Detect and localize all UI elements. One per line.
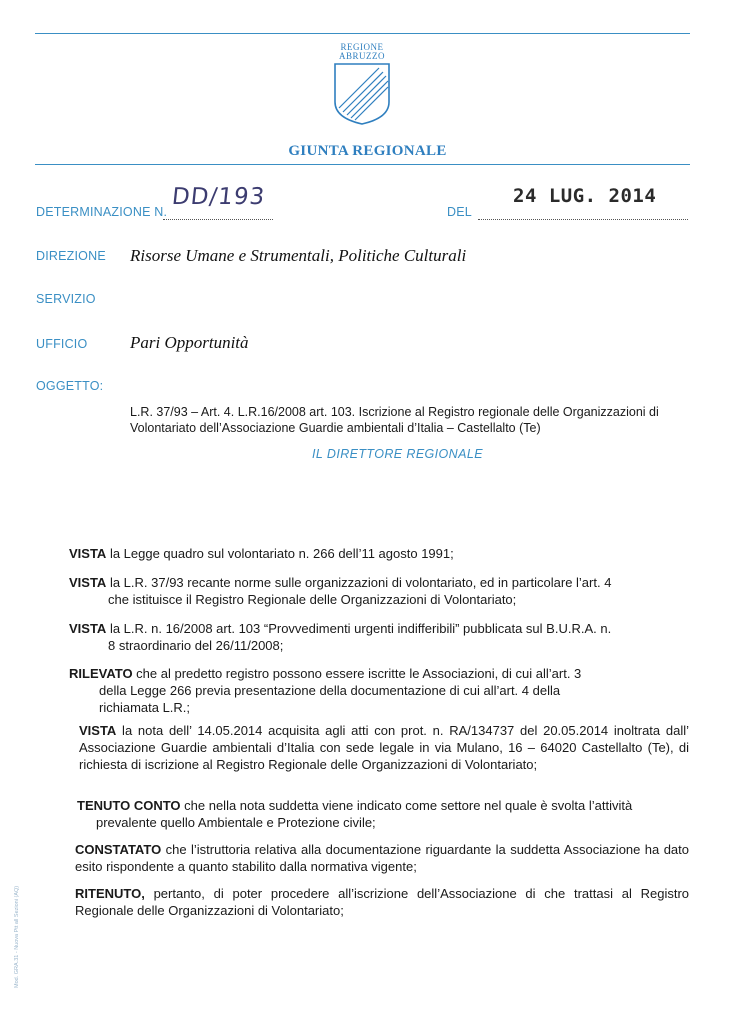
oggetto-label: OGGETTO: xyxy=(36,379,104,393)
paragraph-text: che l’istruttoria relativa alla documentazione riguardante la suddetta Associazione ha dato esito rispondente a quanto stabilito dalla normativa vigente; xyxy=(75,842,689,874)
paragraph-vista-nota xyxy=(79,722,689,773)
paragraph-lead: VISTA xyxy=(69,621,107,636)
top-divider xyxy=(35,33,690,34)
paragraph-text: la nota dell’ 14.05.2014 acquisita agli atti con prot. n. RA/134737 del 20.05.2014 inoltrata dall’ Associazione Guardie ambientali d’Italia con sede legale in via Mulano, 16 – 64020 Castellalto (Te), di richiesta di iscrizione al Registro Regionale delle Organizzazioni di Volontariato; xyxy=(79,723,689,772)
direzione-label: DIREZIONE xyxy=(36,249,106,263)
paragraph-vista-1 xyxy=(69,545,689,562)
determinazione-label: DETERMINAZIONE N. xyxy=(36,205,168,219)
del-date-stamp: 24 LUG. 2014 xyxy=(513,185,657,207)
paragraph-text: la Legge quadro sul volontariato n. 266 dell’11 agosto 1991; xyxy=(106,546,454,561)
logo-text-line1: REGIONE xyxy=(340,42,384,52)
paragraph-lead: CONSTATATO xyxy=(75,842,162,857)
paragraph-rilevato xyxy=(69,665,689,716)
paragraph-text: che nella nota suddetta viene indicato come settore nel quale è svolta l’attività xyxy=(180,798,633,813)
servizio-label: SERVIZIO xyxy=(36,292,96,306)
giunta-regionale-title: GIUNTA REGIONALE xyxy=(288,143,447,159)
paragraph-lead: TENUTO CONTO xyxy=(77,798,181,813)
region-logo xyxy=(327,42,397,128)
paragraph-lead: VISTA xyxy=(69,546,107,561)
paragraph-lead: RILEVATO xyxy=(69,666,133,681)
paragraph-text: pertanto, di poter procedere all’iscrizione dell’Associazione di che trattasi al Registro Regionale delle Organizzazioni di Volontariato; xyxy=(75,886,689,918)
paragraph-text: della Legge 266 previa presentazione della documentazione di cui all’art. 4 della xyxy=(99,683,561,698)
direzione-value: Risorse Umane e Strumentali, Politiche Culturali xyxy=(130,246,467,265)
paragraph-ritenuto xyxy=(75,885,689,919)
paragraph-lead: RITENUTO, xyxy=(75,886,145,901)
ufficio-label: UFFICIO xyxy=(36,337,88,351)
paragraph-vista-3 xyxy=(69,620,689,654)
paragraph-text: la L.R. 37/93 recante norme sulle organizzazioni di volontariato, ed in particolare l’art. 4 xyxy=(106,575,612,590)
paragraph-text: la L.R. n. 16/2008 art. 103 “Provvedimenti urgenti indifferibili” pubblicata sul B.U.R.A. n. xyxy=(106,621,612,636)
logo-text-line2: ABRUZZO xyxy=(339,51,385,61)
form-model-side-note: Mod. GRA.31 - Nuova Ptt all Sezioni (AQ) xyxy=(14,885,20,988)
determinazione-dotted-line xyxy=(163,219,273,220)
ufficio-value: Pari Opportunità xyxy=(130,333,249,352)
del-dotted-line xyxy=(478,219,688,220)
paragraph-vista-2 xyxy=(69,574,689,608)
paragraph-text: richiamata L.R.; xyxy=(99,700,191,715)
paragraph-lead: VISTA xyxy=(69,575,107,590)
paragraph-text: 8 straordinario del 26/11/2008; xyxy=(108,638,284,653)
oggetto-text: L.R. 37/93 – Art. 4. L.R.16/2008 art. 103. Iscrizione al Registro regionale delle Organizzazioni di Volontariato dell’Associazione Guardie ambientali d’Italia – Castellalto (Te) xyxy=(130,405,659,435)
header-divider xyxy=(35,164,690,165)
paragraph-text: prevalente quello Ambientale e Protezione civile; xyxy=(96,815,376,830)
paragraph-lead: VISTA xyxy=(79,723,117,738)
paragraph-tenuto-conto xyxy=(77,797,689,831)
del-label: DEL xyxy=(447,205,472,219)
paragraph-text: che al predetto registro possono essere iscritte le Associazioni, di cui all’art. 3 xyxy=(132,666,582,681)
determinazione-number: DD/193 xyxy=(170,184,267,210)
paragraph-text: che istituisce il Registro Regionale delle Organizzazioni di Volontariato; xyxy=(108,592,517,607)
direttore-regionale-heading: IL DIRETTORE REGIONALE xyxy=(312,447,483,461)
coat-of-arms-icon xyxy=(333,62,391,126)
paragraph-constatato xyxy=(75,841,689,875)
